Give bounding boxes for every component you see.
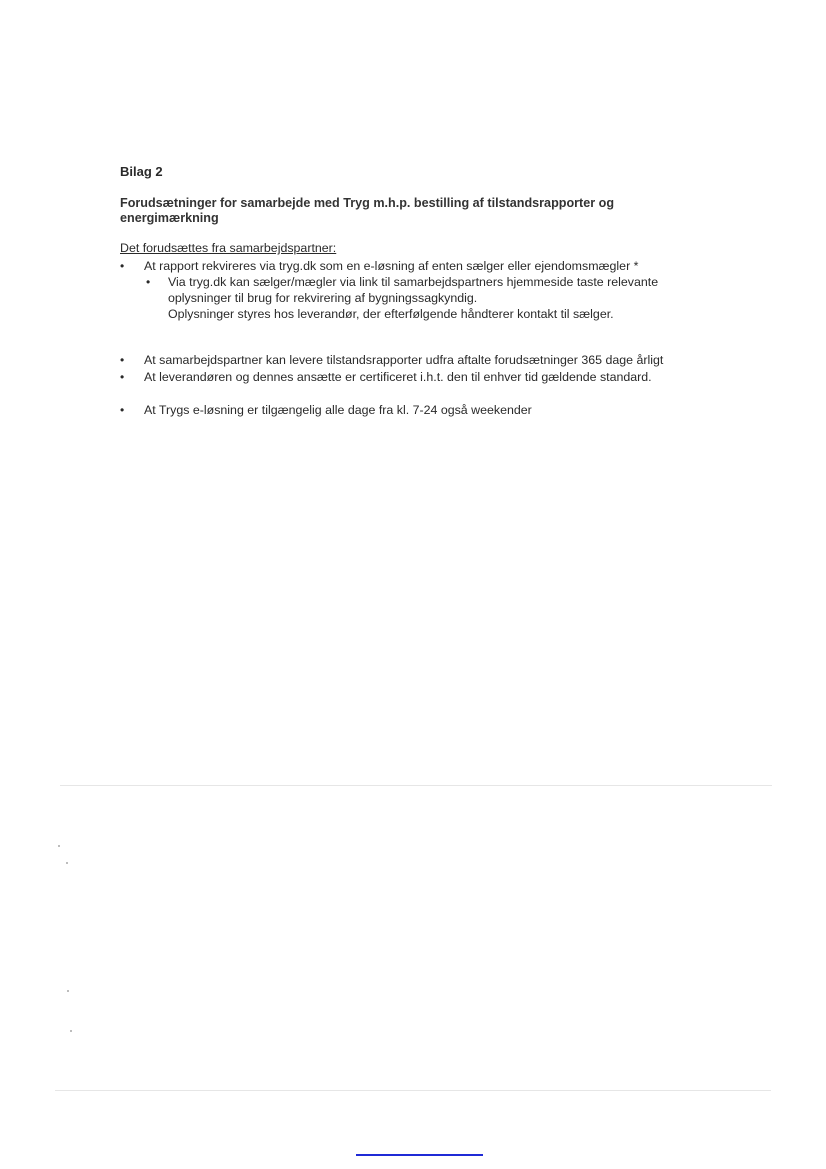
bullet-text: At samarbejdspartner kan levere tilstandsrapporter udfra aftalte forudsætninger 365 dage årligt bbox=[144, 353, 664, 367]
scan-speck bbox=[66, 862, 68, 864]
document-heading: Forudsætninger for samarbejde med Tryg m.h.p. bestilling af tilstandsrapporter og energimærkning bbox=[120, 196, 615, 225]
bullet-item-2 bbox=[120, 352, 663, 368]
bullet-item-1 bbox=[120, 258, 638, 274]
bullet-dot: • bbox=[120, 370, 125, 384]
bullet-dot: • bbox=[120, 259, 125, 273]
bullet-item-4 bbox=[120, 402, 532, 418]
bullet-text: At Trygs e-løsning er tilgængelig alle dage fra kl. 7-24 også weekender bbox=[144, 403, 532, 417]
intro-line: Det forudsættes fra samarbejdspartner: bbox=[120, 241, 337, 255]
bullet-text: At rapport rekvireres via tryg.dk som en e-løsning af enten sælger eller ejendomsmægler * bbox=[144, 259, 639, 273]
sub-bullet-text-line-1: Via tryg.dk kan sælger/mægler via link til samarbejdspartners hjemmeside taste relevante bbox=[168, 275, 659, 289]
scan-speck bbox=[58, 845, 60, 847]
sub-bullet-item bbox=[146, 274, 658, 290]
scan-rule-upper bbox=[60, 785, 772, 786]
bullet-dot: • bbox=[120, 353, 125, 367]
scan-speck bbox=[67, 990, 69, 992]
bullet-dot: • bbox=[120, 403, 125, 417]
bullet-text: At leverandøren og dennes ansætte er certificeret i.h.t. den til enhver tid gældende standard. bbox=[144, 370, 652, 384]
sub-bullet-text-line-2: oplysninger til brug for rekvirering af bygningssagkyndig. bbox=[168, 291, 478, 305]
bullet-item-3 bbox=[120, 369, 652, 385]
scan-speck bbox=[70, 1030, 72, 1032]
sub-bullet-text-line-3: Oplysninger styres hos leverandør, der efterfølgende håndterer kontakt til sælger. bbox=[168, 307, 614, 321]
scan-rule-lower bbox=[55, 1090, 771, 1091]
footer-link-underline[interactable] bbox=[356, 1154, 483, 1156]
bullet-dot: • bbox=[146, 275, 151, 289]
appendix-title: Bilag 2 bbox=[120, 164, 163, 179]
